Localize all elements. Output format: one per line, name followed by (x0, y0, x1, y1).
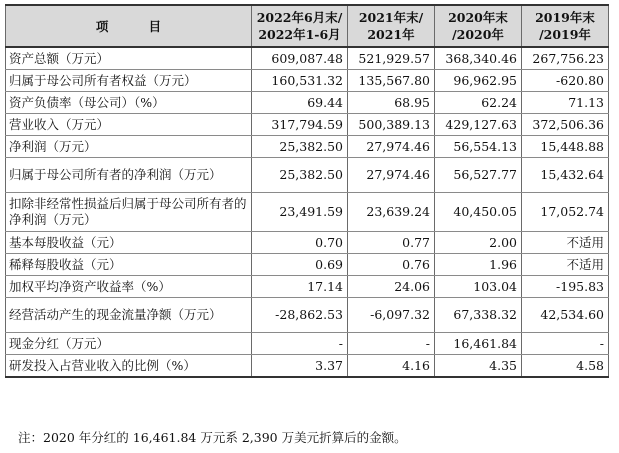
row-label: 基本每股收益（元） (6, 232, 252, 254)
cell-value: 62.24 (435, 92, 522, 114)
cell-value: 68.95 (348, 92, 435, 114)
cell-value: -195.83 (522, 276, 609, 298)
cell-value: 17,052.74 (522, 193, 609, 232)
cell-value: 103.04 (435, 276, 522, 298)
cell-value: 27,974.46 (348, 136, 435, 158)
table-footnote: 注：2020 年分红的 16,461.84 万元系 2,390 万美元折算后的金额。 (18, 430, 407, 445)
table-row (6, 333, 609, 355)
cell-value: 15,432.64 (522, 158, 609, 193)
table-row (6, 136, 609, 158)
table-row (6, 114, 609, 136)
header-item: 项 目 (6, 5, 252, 47)
cell-value: 不适用 (522, 232, 609, 254)
table-row (6, 276, 609, 298)
row-label: 净利润（万元） (6, 136, 252, 158)
cell-value: 1.96 (435, 254, 522, 276)
cell-value: - (252, 333, 348, 355)
cell-value: 42,534.60 (522, 298, 609, 333)
row-label: 资产总额（万元） (6, 47, 252, 70)
cell-value: 23,491.59 (252, 193, 348, 232)
header-2022h1: 2022年6月末/ 2022年1-6月 (252, 5, 348, 47)
cell-value: 4.35 (435, 355, 522, 378)
cell-value: 0.69 (252, 254, 348, 276)
row-label: 加权平均净资产收益率（%） (6, 276, 252, 298)
cell-value: 56,554.13 (435, 136, 522, 158)
cell-value: 500,389.13 (348, 114, 435, 136)
row-label: 研发投入占营业收入的比例（%） (6, 355, 252, 378)
cell-value: -28,862.53 (252, 298, 348, 333)
table-row (6, 298, 609, 333)
financial-indicators-table (5, 4, 609, 378)
row-label: 营业收入（万元） (6, 114, 252, 136)
cell-value: 25,382.50 (252, 158, 348, 193)
cell-value: 69.44 (252, 92, 348, 114)
cell-value: 3.37 (252, 355, 348, 378)
cell-value: 4.16 (348, 355, 435, 378)
cell-value: 317,794.59 (252, 114, 348, 136)
table-header-row (6, 5, 609, 47)
table-row (6, 70, 609, 92)
cell-value: 23,639.24 (348, 193, 435, 232)
table-row (6, 232, 609, 254)
cell-value: 15,448.88 (522, 136, 609, 158)
cell-value: 609,087.48 (252, 47, 348, 70)
table-row (6, 47, 609, 70)
cell-value: 71.13 (522, 92, 609, 114)
cell-value: 0.76 (348, 254, 435, 276)
row-label: 归属于母公司所有者权益（万元） (6, 70, 252, 92)
cell-value: 4.58 (522, 355, 609, 378)
cell-value: 267,756.23 (522, 47, 609, 70)
cell-value: -620.80 (522, 70, 609, 92)
table-row (6, 254, 609, 276)
row-label: 经营活动产生的现金流量净额（万元） (6, 298, 252, 333)
table-row (6, 92, 609, 114)
cell-value: 135,567.80 (348, 70, 435, 92)
cell-value: 16,461.84 (435, 333, 522, 355)
cell-value: 24.06 (348, 276, 435, 298)
table-row (6, 158, 609, 193)
cell-value: 372,506.36 (522, 114, 609, 136)
financial-table-container (5, 4, 608, 378)
table-row (6, 355, 609, 378)
row-label: 扣除非经常性损益后归属于母公司所有者的净利润（万元） (6, 193, 252, 232)
cell-value: 67,338.32 (435, 298, 522, 333)
cell-value: 0.77 (348, 232, 435, 254)
cell-value: 17.14 (252, 276, 348, 298)
row-label: 归属于母公司所有者的净利润（万元） (6, 158, 252, 193)
cell-value: 96,962.95 (435, 70, 522, 92)
cell-value: - (522, 333, 609, 355)
cell-value: 160,531.32 (252, 70, 348, 92)
cell-value: 40,450.05 (435, 193, 522, 232)
table-row (6, 193, 609, 232)
cell-value: 25,382.50 (252, 136, 348, 158)
row-label: 资产负债率（母公司）（%） (6, 92, 252, 114)
header-2021: 2021年末/ 2021年 (348, 5, 435, 47)
cell-value: 429,127.63 (435, 114, 522, 136)
cell-value: 不适用 (522, 254, 609, 276)
cell-value: - (348, 333, 435, 355)
row-label: 现金分红（万元） (6, 333, 252, 355)
cell-value: -6,097.32 (348, 298, 435, 333)
cell-value: 56,527.77 (435, 158, 522, 193)
cell-value: 27,974.46 (348, 158, 435, 193)
cell-value: 368,340.46 (435, 47, 522, 70)
header-2020: 2020年末 /2020年 (435, 5, 522, 47)
cell-value: 0.70 (252, 232, 348, 254)
cell-value: 521,929.57 (348, 47, 435, 70)
row-label: 稀释每股收益（元） (6, 254, 252, 276)
header-2019: 2019年末 /2019年 (522, 5, 609, 47)
cell-value: 2.00 (435, 232, 522, 254)
